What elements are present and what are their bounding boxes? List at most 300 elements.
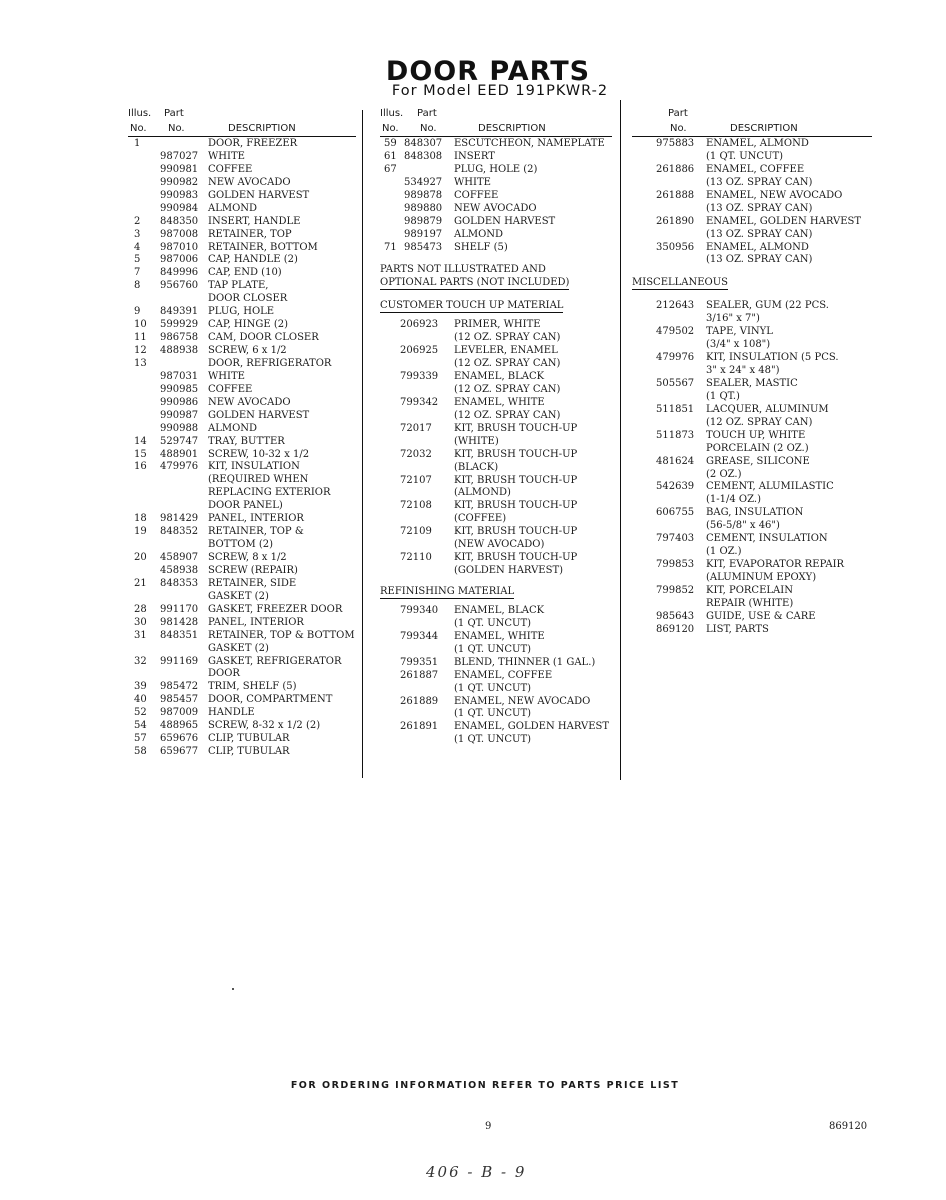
part-description: TRAY, BUTTER — [208, 435, 285, 447]
part-description: SEALER, GUM (22 PCS. — [706, 300, 829, 312]
parts-row — [128, 151, 356, 164]
illus-number: 10 — [134, 319, 147, 331]
parts-row — [632, 611, 872, 624]
parts-row — [380, 487, 612, 500]
parts-row — [632, 404, 872, 417]
part-description: ALMOND — [208, 202, 258, 214]
part-description: KIT, INSULATION (5 PCS. — [706, 352, 839, 364]
illus-number: 7 — [134, 267, 141, 279]
part-number: 849996 — [160, 267, 199, 279]
parts-row — [128, 216, 356, 229]
part-number: 481624 — [656, 455, 695, 467]
illus-number: 14 — [134, 435, 147, 447]
parts-row — [380, 670, 612, 683]
parts-row — [128, 384, 356, 397]
part-header: Part — [668, 108, 688, 119]
parts-row — [128, 229, 356, 242]
parts-row — [632, 378, 872, 391]
part-description: CAP, END (10) — [208, 267, 282, 279]
part-number: 206923 — [400, 319, 439, 331]
part-description: (13 OZ. SPRAY CAN) — [706, 254, 813, 266]
part-description: NEW AVOCADO — [208, 176, 291, 188]
parts-row — [128, 630, 356, 643]
header-rule — [632, 136, 872, 137]
part-number: 990983 — [160, 189, 199, 201]
parts-row — [128, 617, 356, 630]
part-no-header: No. — [670, 123, 687, 134]
parts-column-3 — [632, 108, 872, 637]
part-number: 981428 — [160, 616, 199, 628]
part-description: SCREW, 6 x 1/2 — [208, 345, 287, 356]
illus-number: 9 — [134, 306, 141, 318]
illus-number: 13 — [134, 357, 147, 369]
part-number: 479502 — [656, 326, 695, 338]
part-description: DOOR, FREEZER — [208, 138, 298, 149]
part-description: (12 OZ. SPRAY CAN) — [454, 409, 561, 421]
parts-row — [128, 345, 356, 358]
part-number: 985643 — [656, 610, 695, 622]
part-description: (3/4" x 108") — [706, 339, 771, 351]
parts-row — [128, 733, 356, 746]
parts-row — [632, 254, 872, 267]
illus-number: 52 — [134, 707, 147, 719]
part-description: CEMENT, ALUMILASTIC — [706, 481, 834, 493]
part-number: 72107 — [400, 474, 432, 486]
illus-number: 59 — [384, 138, 397, 149]
parts-row — [380, 721, 612, 734]
part-description: SCREW, 8-32 x 1/2 (2) — [208, 720, 321, 732]
illus-number: 4 — [134, 241, 141, 253]
part-description: COFFEE — [454, 189, 499, 201]
part-description: (COFFEE) — [454, 513, 507, 525]
part-description: RETAINER, TOP & — [208, 526, 304, 538]
parts-row — [128, 461, 356, 474]
parts-row — [128, 436, 356, 449]
parts-row — [128, 604, 356, 617]
parts-row — [632, 339, 872, 352]
parts-row — [632, 494, 872, 507]
part-description: (13 OZ. SPRAY CAN) — [706, 202, 813, 214]
part-description: GOLDEN HARVEST — [454, 215, 556, 227]
illus-number: 28 — [134, 603, 147, 615]
part-description: ENAMEL, BLACK — [454, 604, 545, 616]
part-description: ALMOND — [208, 422, 258, 434]
part-no-header: No. — [168, 123, 185, 134]
part-description: INSERT, HANDLE — [208, 215, 301, 227]
parts-row — [632, 391, 872, 404]
part-description: SCREW, 8 x 1/2 — [208, 552, 287, 563]
parts-row — [128, 410, 356, 423]
parts-row — [128, 267, 356, 280]
parts-row — [632, 598, 872, 611]
part-description: HANDLE — [208, 707, 255, 719]
illus-number: 61 — [384, 150, 397, 162]
parts-row — [380, 190, 612, 203]
part-description: CEMENT, INSULATION — [706, 533, 828, 545]
part-description: COFFEE — [208, 383, 253, 395]
part-number: 956760 — [160, 280, 199, 292]
part-number: 987009 — [160, 707, 199, 719]
part-no-header: No. — [420, 123, 437, 134]
part-description: WHITE — [208, 150, 245, 162]
part-description: PANEL, INTERIOR — [208, 513, 304, 525]
parts-row — [380, 618, 612, 631]
part-description: (GOLDEN HARVEST) — [454, 565, 564, 577]
parts-row — [128, 164, 356, 177]
parts-row — [380, 397, 612, 410]
part-number: 261887 — [400, 669, 439, 681]
parts-row — [128, 707, 356, 720]
description-header: DESCRIPTION — [730, 123, 798, 134]
part-number: 987006 — [160, 254, 199, 266]
part-number: 505567 — [656, 377, 695, 389]
parts-row — [128, 280, 356, 293]
refinishing-heading: REFINISHING MATERIAL — [380, 586, 515, 597]
parts-row — [128, 578, 356, 591]
part-number: 261889 — [400, 695, 439, 707]
parts-row — [380, 216, 612, 229]
model-subtitle: For Model EED 191PKWR-2 — [391, 83, 609, 99]
part-description: TOUCH UP, WHITE — [706, 429, 806, 441]
parts-row — [380, 708, 612, 721]
parts-row — [632, 151, 872, 164]
part-description: ENAMEL, WHITE — [454, 396, 545, 408]
part-description: DOOR PANEL) — [208, 500, 283, 512]
description-header: DESCRIPTION — [228, 123, 296, 134]
part-description: ENAMEL, GOLDEN HARVEST — [454, 721, 610, 733]
parts-row — [128, 487, 356, 500]
parts-row — [380, 345, 612, 358]
part-number: 799342 — [400, 396, 439, 408]
part-description: LACQUER, ALUMINUM — [706, 403, 829, 415]
part-description: SHELF (5) — [454, 241, 508, 253]
parts-row — [380, 164, 612, 177]
parts-row — [380, 449, 612, 462]
parts-row — [128, 242, 356, 255]
part-number: 72032 — [400, 448, 432, 460]
not-illustrated-heading: PARTS NOT ILLUSTRATED AND — [380, 264, 546, 276]
part-number: 659677 — [160, 746, 199, 758]
part-number: 849391 — [160, 306, 199, 318]
part-number: 987010 — [160, 241, 199, 253]
part-number: 848352 — [160, 526, 199, 538]
handwritten-note: 406 - B - 9 — [426, 1163, 527, 1181]
parts-row — [380, 475, 612, 488]
document-number: 869120 — [829, 1121, 868, 1132]
illus-no-header: No. — [130, 123, 147, 134]
part-description: GOLDEN HARVEST — [208, 189, 310, 201]
parts-row — [380, 138, 612, 151]
column-header — [380, 108, 612, 138]
part-description: KIT, EVAPORATOR REPAIR — [706, 559, 845, 571]
part-description: (12 OZ. SPRAY CAN) — [454, 383, 561, 395]
parts-list — [128, 138, 356, 759]
illus-number: 2 — [134, 215, 141, 227]
part-description: LIST, PARTS — [706, 623, 769, 635]
illus-number: 54 — [134, 720, 147, 732]
parts-row — [128, 190, 356, 203]
part-description: NEW AVOCADO — [208, 396, 291, 408]
part-number: 72017 — [400, 422, 432, 434]
ordering-footer: FOR ORDERING INFORMATION REFER TO PARTS PRICE LIST — [290, 1080, 680, 1091]
part-number: 848351 — [160, 629, 199, 641]
page-title: DOOR PARTS — [385, 56, 591, 87]
parts-row — [632, 164, 872, 177]
part-description: KIT, BRUSH TOUCH-UP — [454, 474, 578, 486]
parts-list — [632, 138, 872, 267]
part-number: 261888 — [656, 189, 695, 201]
parts-row — [128, 539, 356, 552]
illus-number: 16 — [134, 461, 147, 473]
parts-row — [380, 605, 612, 618]
part-number: 987031 — [160, 370, 199, 382]
parts-row — [632, 533, 872, 546]
parts-row — [128, 668, 356, 681]
part-number: 987008 — [160, 228, 199, 240]
part-number: 990988 — [160, 422, 199, 434]
parts-row — [380, 319, 612, 332]
part-number: 799351 — [400, 656, 439, 668]
part-description: ENAMEL, ALMOND — [706, 241, 809, 253]
parts-row — [380, 631, 612, 644]
parts-row — [380, 462, 612, 475]
illus-number: 31 — [134, 629, 147, 641]
part-number: 488901 — [160, 448, 199, 460]
part-description: PRIMER, WHITE — [454, 319, 541, 331]
part-description: GOLDEN HARVEST — [208, 409, 310, 421]
touch-up-list — [380, 319, 612, 578]
parts-row — [632, 585, 872, 598]
part-description: CAM, DOOR CLOSER — [208, 332, 319, 344]
illus-number: 18 — [134, 513, 147, 525]
part-number: 350956 — [656, 241, 695, 253]
column-header — [128, 108, 356, 138]
parts-row — [380, 332, 612, 345]
illus-number: 67 — [384, 163, 397, 175]
part-number: 985457 — [160, 694, 199, 706]
part-description: (1 QT.) — [706, 390, 740, 402]
parts-row — [380, 242, 612, 255]
part-description: 3/16" x 7") — [706, 313, 760, 325]
part-description: (2 OZ.) — [706, 468, 742, 480]
parts-row — [632, 520, 872, 533]
part-description: (12 OZ. SPRAY CAN) — [454, 358, 561, 370]
part-number: 990982 — [160, 176, 199, 188]
illus-number: 40 — [134, 694, 147, 706]
part-description: LEVELER, ENAMEL — [454, 345, 558, 357]
parts-row — [632, 572, 872, 585]
parts-row — [632, 203, 872, 216]
part-description: (ALMOND) — [454, 487, 511, 499]
parts-row — [128, 319, 356, 332]
part-description: (13 OZ. SPRAY CAN) — [706, 176, 813, 188]
part-description: BOTTOM (2) — [208, 539, 274, 551]
parts-row — [632, 352, 872, 365]
part-description: ALMOND — [454, 228, 504, 240]
illus-number: 39 — [134, 681, 147, 693]
part-description: (BLACK) — [454, 461, 499, 473]
part-number: 206925 — [400, 345, 439, 357]
part-number: 72108 — [400, 500, 432, 512]
parts-row — [380, 151, 612, 164]
part-number: 534927 — [404, 176, 443, 188]
part-description: RETAINER, TOP & BOTTOM — [208, 629, 355, 641]
illus-number: 8 — [134, 280, 141, 292]
part-description: CAP, HINGE (2) — [208, 319, 288, 331]
parts-row — [380, 177, 612, 190]
parts-row — [632, 138, 872, 151]
part-number: 212643 — [656, 300, 695, 312]
parts-column-2 — [380, 108, 612, 747]
parts-row — [632, 216, 872, 229]
illus-number: 71 — [384, 241, 397, 253]
illus-header: Illus. — [128, 108, 152, 119]
part-description: DOOR — [208, 668, 240, 680]
part-number: 72110 — [400, 552, 432, 564]
part-description: RETAINER, TOP — [208, 228, 292, 240]
part-number: 848308 — [404, 150, 443, 162]
part-description: GASKET (2) — [208, 642, 269, 654]
part-number: 990984 — [160, 202, 199, 214]
illus-number: 1 — [134, 138, 141, 149]
parts-row — [380, 657, 612, 670]
parts-row — [128, 358, 356, 371]
part-description: RETAINER, BOTTOM — [208, 241, 318, 253]
part-description: TAP PLATE, — [208, 280, 269, 292]
parts-row — [632, 624, 872, 637]
parts-row — [380, 552, 612, 565]
part-number: 72109 — [400, 526, 432, 538]
part-number: 989878 — [404, 189, 443, 201]
description-header: DESCRIPTION — [478, 123, 546, 134]
part-description: (WHITE) — [454, 435, 499, 447]
part-description: TAPE, VINYL — [706, 326, 773, 338]
part-number: 848350 — [160, 215, 199, 227]
part-number: 991169 — [160, 655, 199, 667]
parts-row — [632, 469, 872, 482]
part-description: (12 OZ. SPRAY CAN) — [706, 416, 813, 428]
parts-row — [380, 371, 612, 384]
scan-speck — [232, 988, 234, 990]
part-number: 985472 — [160, 681, 199, 693]
part-description: DOOR, REFRIGERATOR — [208, 357, 332, 369]
illus-number: 12 — [134, 345, 147, 356]
part-description: ENAMEL, NEW AVOCADO — [454, 695, 591, 707]
part-number: 261886 — [656, 163, 695, 175]
illus-number: 11 — [134, 332, 147, 344]
part-description: WHITE — [454, 176, 491, 188]
part-description: (ALUMINUM EPOXY) — [706, 572, 817, 583]
part-description: (1 QT. UNCUT) — [454, 643, 532, 655]
parts-row — [128, 552, 356, 565]
part-description: (1 OZ.) — [706, 546, 742, 558]
parts-row — [128, 500, 356, 513]
parts-list — [380, 138, 612, 254]
part-description: (13 OZ. SPRAY CAN) — [706, 228, 813, 240]
part-description: ENAMEL, BLACK — [454, 371, 545, 382]
illus-number: 57 — [134, 733, 147, 745]
parts-row — [128, 306, 356, 319]
part-description: INSERT — [454, 150, 495, 162]
part-description: KIT, PORCELAIN — [706, 584, 793, 596]
part-description: KIT, BRUSH TOUCH-UP — [454, 422, 578, 434]
part-number: 799852 — [656, 584, 695, 596]
part-number: 991170 — [160, 603, 199, 615]
part-description: BLEND, THINNER (1 GAL.) — [454, 656, 596, 668]
parts-column-1 — [128, 108, 356, 759]
part-description: DOOR CLOSER — [208, 293, 288, 305]
part-description: GREASE, SILICONE — [706, 455, 810, 467]
parts-row — [380, 229, 612, 242]
parts-row — [128, 694, 356, 707]
part-description: ENAMEL, WHITE — [454, 630, 545, 642]
part-description: NEW AVOCADO — [454, 202, 537, 214]
part-number: 261890 — [656, 215, 695, 227]
parts-row — [380, 203, 612, 216]
part-description: SCREW, 10-32 x 1/2 — [208, 448, 310, 460]
part-description: ENAMEL, GOLDEN HARVEST — [706, 215, 862, 227]
part-number: 987027 — [160, 150, 199, 162]
parts-row — [632, 300, 872, 313]
parts-row — [128, 293, 356, 306]
part-description: GUIDE, USE & CARE — [706, 610, 816, 622]
part-number: 990985 — [160, 383, 199, 395]
illus-number: 20 — [134, 552, 147, 563]
parts-row — [380, 526, 612, 539]
parts-row — [128, 177, 356, 190]
part-description: CLIP, TUBULAR — [208, 746, 290, 758]
parts-row — [128, 681, 356, 694]
part-number: 542639 — [656, 481, 695, 493]
part-description: (1 QT. UNCUT) — [454, 708, 532, 720]
parts-row — [380, 436, 612, 449]
parts-row — [380, 734, 612, 747]
part-number: 799339 — [400, 371, 439, 382]
part-number: 488938 — [160, 345, 199, 356]
part-description: PLUG, HOLE — [208, 306, 275, 318]
part-number: 990981 — [160, 163, 199, 175]
parts-row — [128, 720, 356, 733]
part-description: RETAINER, SIDE — [208, 577, 297, 589]
part-description: (1 QT. UNCUT) — [706, 150, 784, 162]
parts-row — [128, 565, 356, 578]
part-description: COFFEE — [208, 163, 253, 175]
column-divider-2 — [620, 100, 621, 780]
illus-number: 19 — [134, 526, 147, 538]
illus-number: 21 — [134, 577, 147, 589]
part-number: 985473 — [404, 241, 443, 253]
parts-row — [632, 507, 872, 520]
header-rule — [128, 136, 356, 137]
parts-row — [380, 644, 612, 657]
part-description: 3" x 24" x 48") — [706, 365, 780, 376]
parts-row — [380, 384, 612, 397]
parts-row — [632, 242, 872, 255]
parts-row — [128, 203, 356, 216]
illus-number: 5 — [134, 254, 141, 266]
part-description: KIT, BRUSH TOUCH-UP — [454, 500, 578, 512]
parts-row — [632, 313, 872, 326]
part-number: 659676 — [160, 733, 199, 745]
part-number: 989879 — [404, 215, 443, 227]
part-description: CAP, HANDLE (2) — [208, 254, 298, 266]
part-description: KIT, INSULATION — [208, 461, 300, 473]
illus-number: 58 — [134, 746, 147, 758]
parts-row — [380, 513, 612, 526]
parts-row — [128, 513, 356, 526]
parts-row — [632, 365, 872, 378]
part-number: 797403 — [656, 533, 695, 545]
